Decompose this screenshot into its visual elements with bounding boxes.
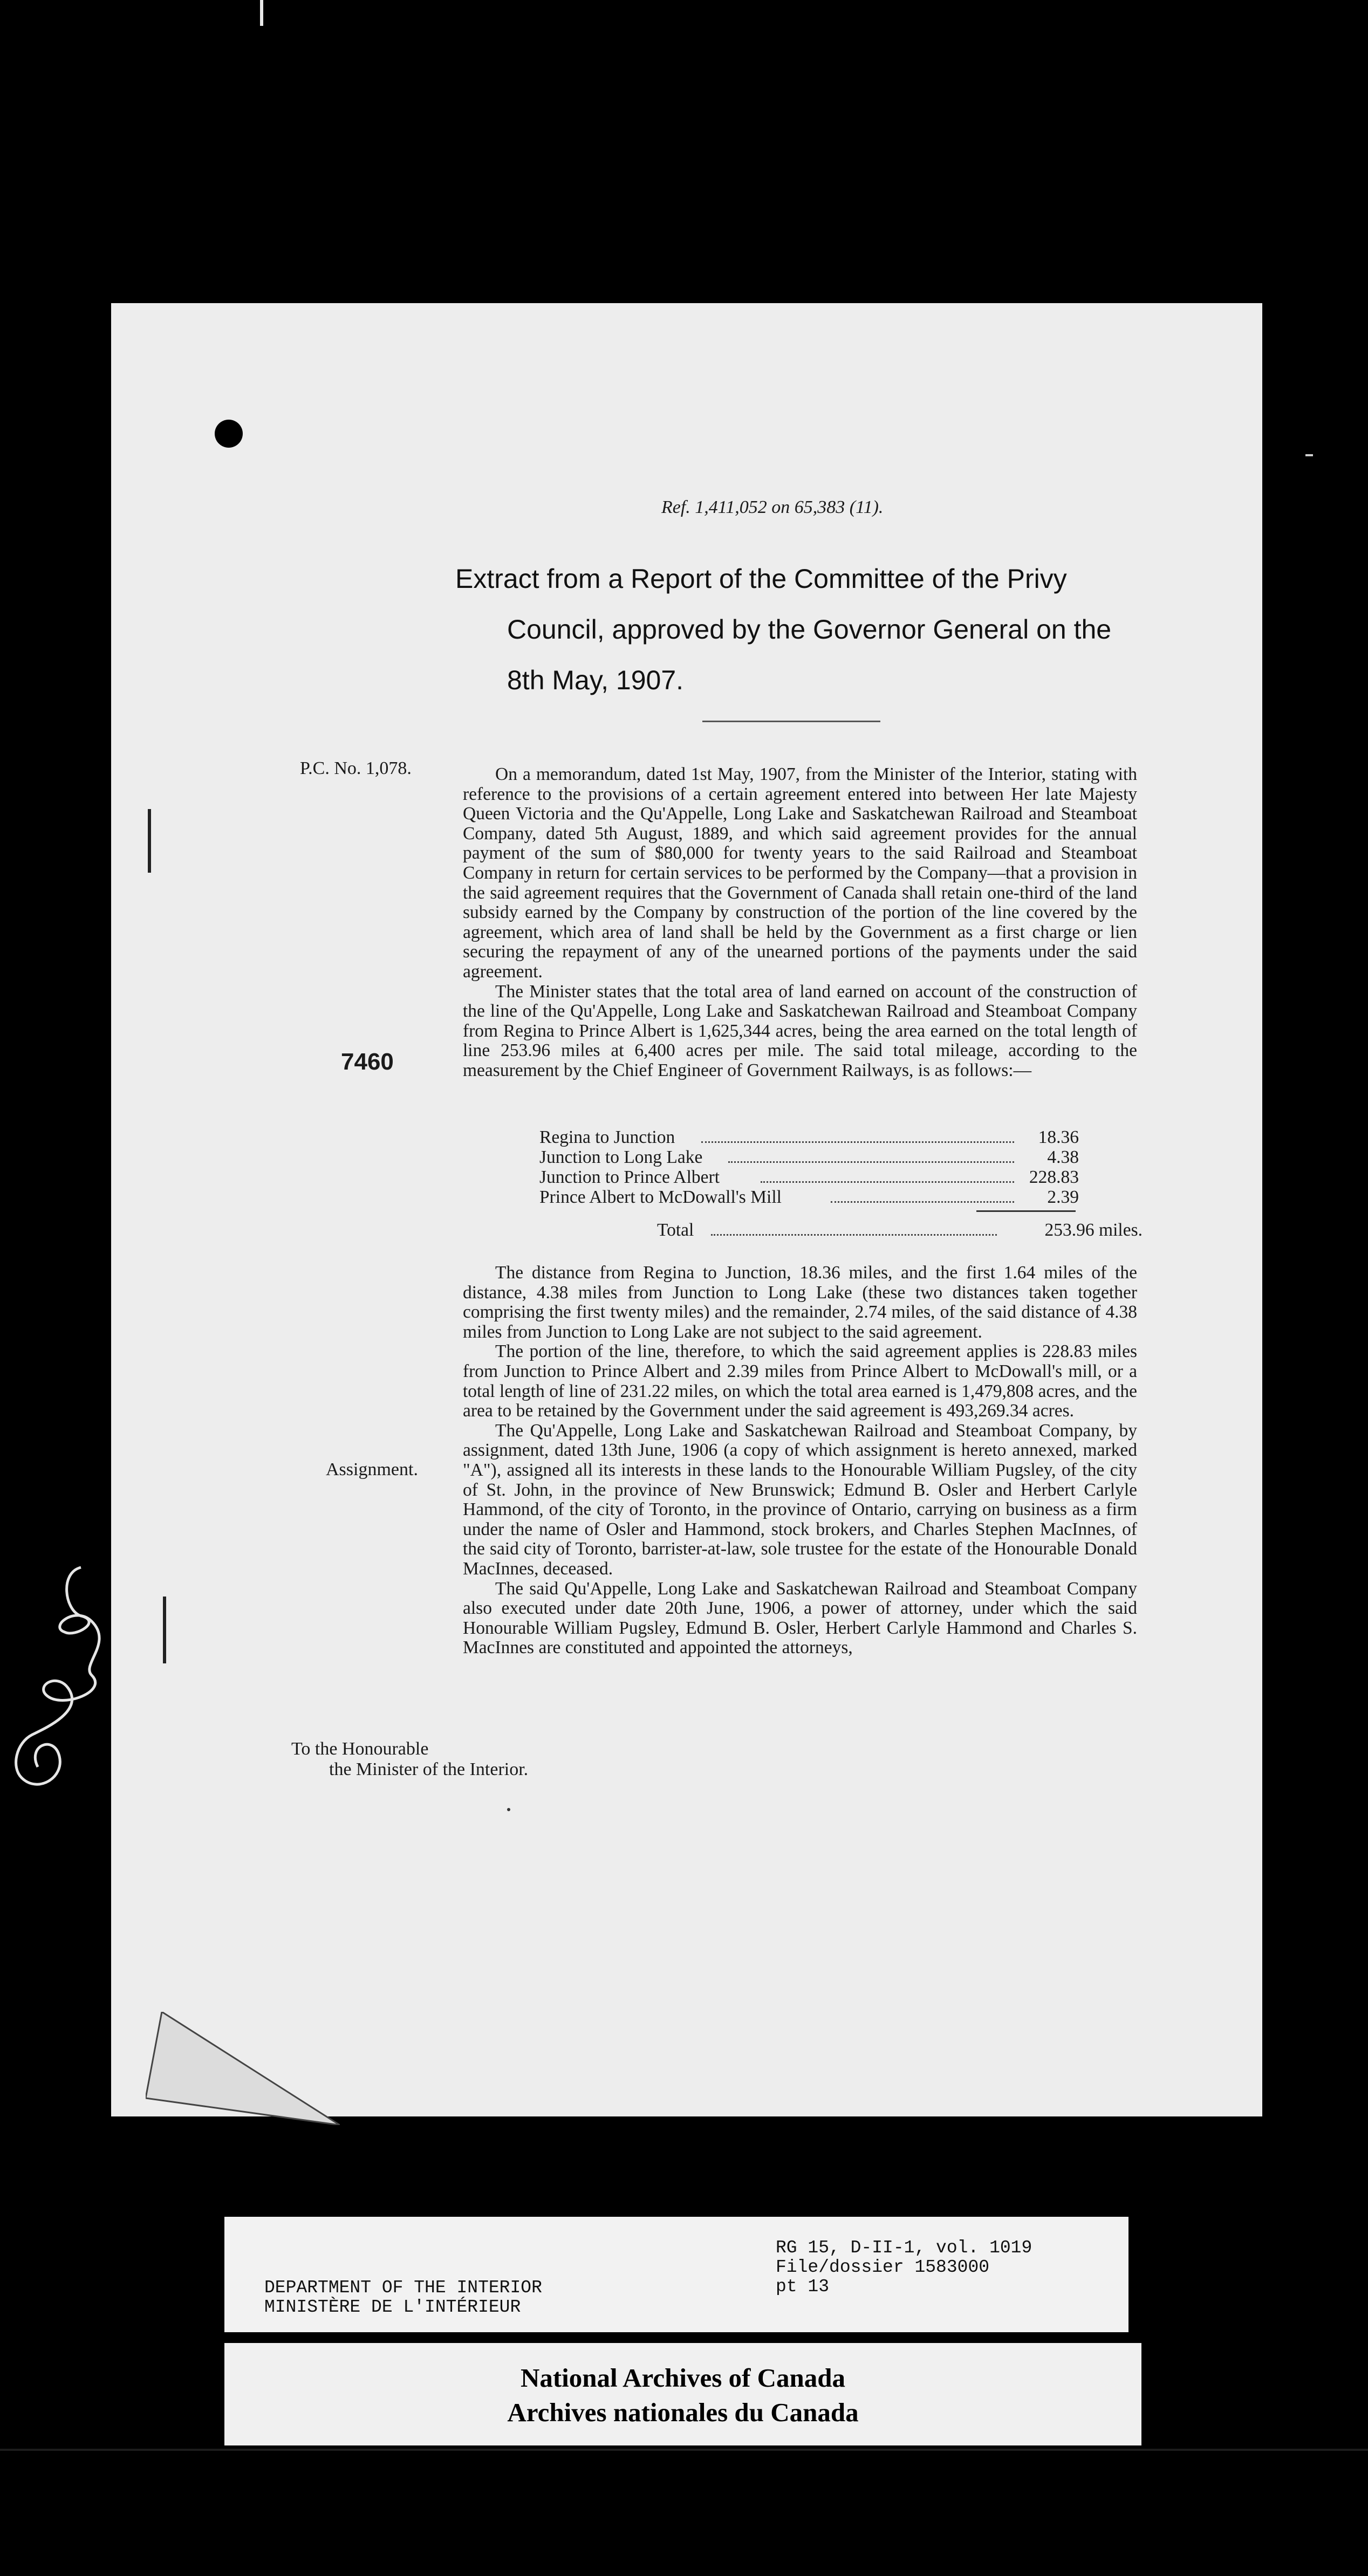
body-block-2 <box>463 1263 1137 1658</box>
total-value: 253.96 miles. <box>1044 1220 1143 1240</box>
table-row <box>539 1127 1122 1147</box>
row-section: Junction to Prince Albert <box>539 1167 720 1187</box>
file-number: 7460 <box>341 1049 394 1075</box>
addressee-line-2: the Minister of the Interior. <box>329 1759 529 1779</box>
archives-name-fr: Archives nationales du Canada <box>507 2397 859 2427</box>
record-reference <box>776 2238 1032 2297</box>
pin-mark-bottom <box>163 1597 166 1663</box>
row-miles: 2.39 <box>1047 1187 1079 1207</box>
addressee <box>291 1739 528 1780</box>
pin-mark-top <box>148 809 151 873</box>
archives-name-en: National Archives of Canada <box>520 2363 846 2393</box>
table-row <box>539 1187 1122 1207</box>
title-divider <box>702 721 880 722</box>
department-names <box>264 2278 542 2317</box>
row-miles: 228.83 <box>1029 1167 1079 1187</box>
total-rule <box>976 1210 1076 1212</box>
stray-dot <box>507 1808 510 1811</box>
table-row <box>539 1167 1122 1187</box>
department-fr: MINISTÈRE DE L'INTÉRIEUR <box>264 2297 521 2317</box>
row-section: Junction to Long Lake <box>539 1147 703 1167</box>
film-edge-mark <box>260 0 263 26</box>
reference-number: Ref. 1,411,052 on 65,383 (11). <box>661 497 884 517</box>
table-row <box>539 1147 1122 1167</box>
archives-stamp <box>224 2343 1141 2445</box>
total-row <box>657 1220 1143 1241</box>
mileage-table <box>539 1127 1122 1207</box>
row-miles: 4.38 <box>1047 1147 1079 1167</box>
punch-hole <box>215 420 243 448</box>
title-line-3: 8th May, 1907. <box>507 665 684 695</box>
addressee-line-1: To the Honourable <box>291 1739 429 1759</box>
film-edge-dash <box>1305 454 1313 456</box>
paragraph-portion: The portion of the line, therefore, to which the said agreement applies is 228.83 miles from Junction to Prince Albert and 2.39 miles from Prince Albert to McDowall's mill, or a total length of line of 231.22 miles, on which the total area earned is 1,479,808 acres, and the area to be retained by the Government under the said agreement is 493,269.34 acres. <box>463 1341 1137 1421</box>
total-label: Total <box>657 1220 694 1240</box>
body-block-1 <box>463 765 1137 1081</box>
part-number: pt 13 <box>776 2277 830 2297</box>
archive-label <box>224 2217 1128 2332</box>
department-en: DEPARTMENT OF THE INTERIOR <box>264 2278 542 2298</box>
document-title <box>455 553 1146 705</box>
paragraph-memorandum: On a memorandum, dated 1st May, 1907, from the Minister of the Interior, stating with reference to the provisions of a certain agreement entered into between Her late Majesty Queen Victoria and the Qu'Appelle, Long Lake and Saskatchewan Railroad and Steamboat Company, dated 5th August, 1889, and which said agreement provides for the annual payment of the sum of $80,000 for twenty years to the said Railroad and Steamboat Company in return for certain services to be performed by the Company—that a provision in the said agreement requires that the Government of Canada shall retain one-third of the land subsidy earned by the Company by construction of the portion of the line covered by the agreement, which area of land shall be held by the Government as a first charge or lien securing the repayment of any of the unearned portions of the payments under the said agreement. <box>463 764 1137 982</box>
paragraph-assignment: The Qu'Appelle, Long Lake and Saskatchewan Railroad and Steamboat Company, by assignment, dated 13th June, 1906 (a copy of which assignment is hereto annexed, marked "A"), assigned all its interests in these lands to the Honourable William Pugsley, of the city of St. John, in the province of New Brunswick; Edmund B. Osler and Herbert Carlyle Hammond, of the city of Toronto, in the province of Ontario, carrying on business as a firm under the name of Osler and Hammond, stock brokers, and Charles Stephen MacInnes, of the said city of Toronto, barrister-at-law, sole trustee for the estate of the Honourable Donald MacInnes, deceased. <box>463 1420 1137 1579</box>
film-bottom-line <box>0 2449 1368 2451</box>
record-group: RG 15, D-II-1, vol. 1019 <box>776 2238 1032 2258</box>
paragraph-power-of-attorney: The said Qu'Appelle, Long Lake and Saskatchewan Railroad and Steamboat Company also executed under date 20th June, 1906, a power of attorney, under which the said Honourable William Pugsley, Edmund B. Osler, Herbert Carlyle Hammond and Charles S. MacInnes are constituted and appointed the attorneys, <box>463 1578 1137 1658</box>
pc-number: P.C. No. 1,078. <box>300 758 412 778</box>
row-miles: 18.36 <box>1038 1127 1079 1147</box>
assignment-note: Assignment. <box>326 1460 418 1479</box>
folded-corner <box>146 2012 340 2125</box>
title-line-2: Council, approved by the Governor General on the <box>507 614 1112 645</box>
paragraph-minister-states: The Minister states that the total area of land earned on account of the construction of the line of the Qu'Appelle, Long Lake and Saskatchewan Railroad and Steamboat Company from Regina to Prince Albert is 1,625,344 acres, being the area earned on the total length of line 253.96 miles at 6,400 acres per mile. The said total mileage, according to the measurement by the Chief Engineer of Government Railways, is as follows:— <box>463 981 1137 1080</box>
paragraph-distance: The distance from Regina to Junction, 18.36 miles, and the first 1.64 miles of the distance, 4.38 miles from Junction to Long Lake (these two distances taken together comprising the first twenty miles) and the remainder, 2.74 miles, of the said distance of 4.38 miles from Junction to Long Lake are not subject to the said agreement. <box>463 1263 1137 1342</box>
row-section: Prince Albert to McDowall's Mill <box>539 1187 782 1207</box>
row-section: Regina to Junction <box>539 1127 675 1147</box>
file-dossier: File/dossier 1583000 <box>776 2257 990 2277</box>
title-line-1: Extract from a Report of the Committee of the Privy <box>455 564 1067 594</box>
handwritten-scribble <box>0 1551 151 1805</box>
